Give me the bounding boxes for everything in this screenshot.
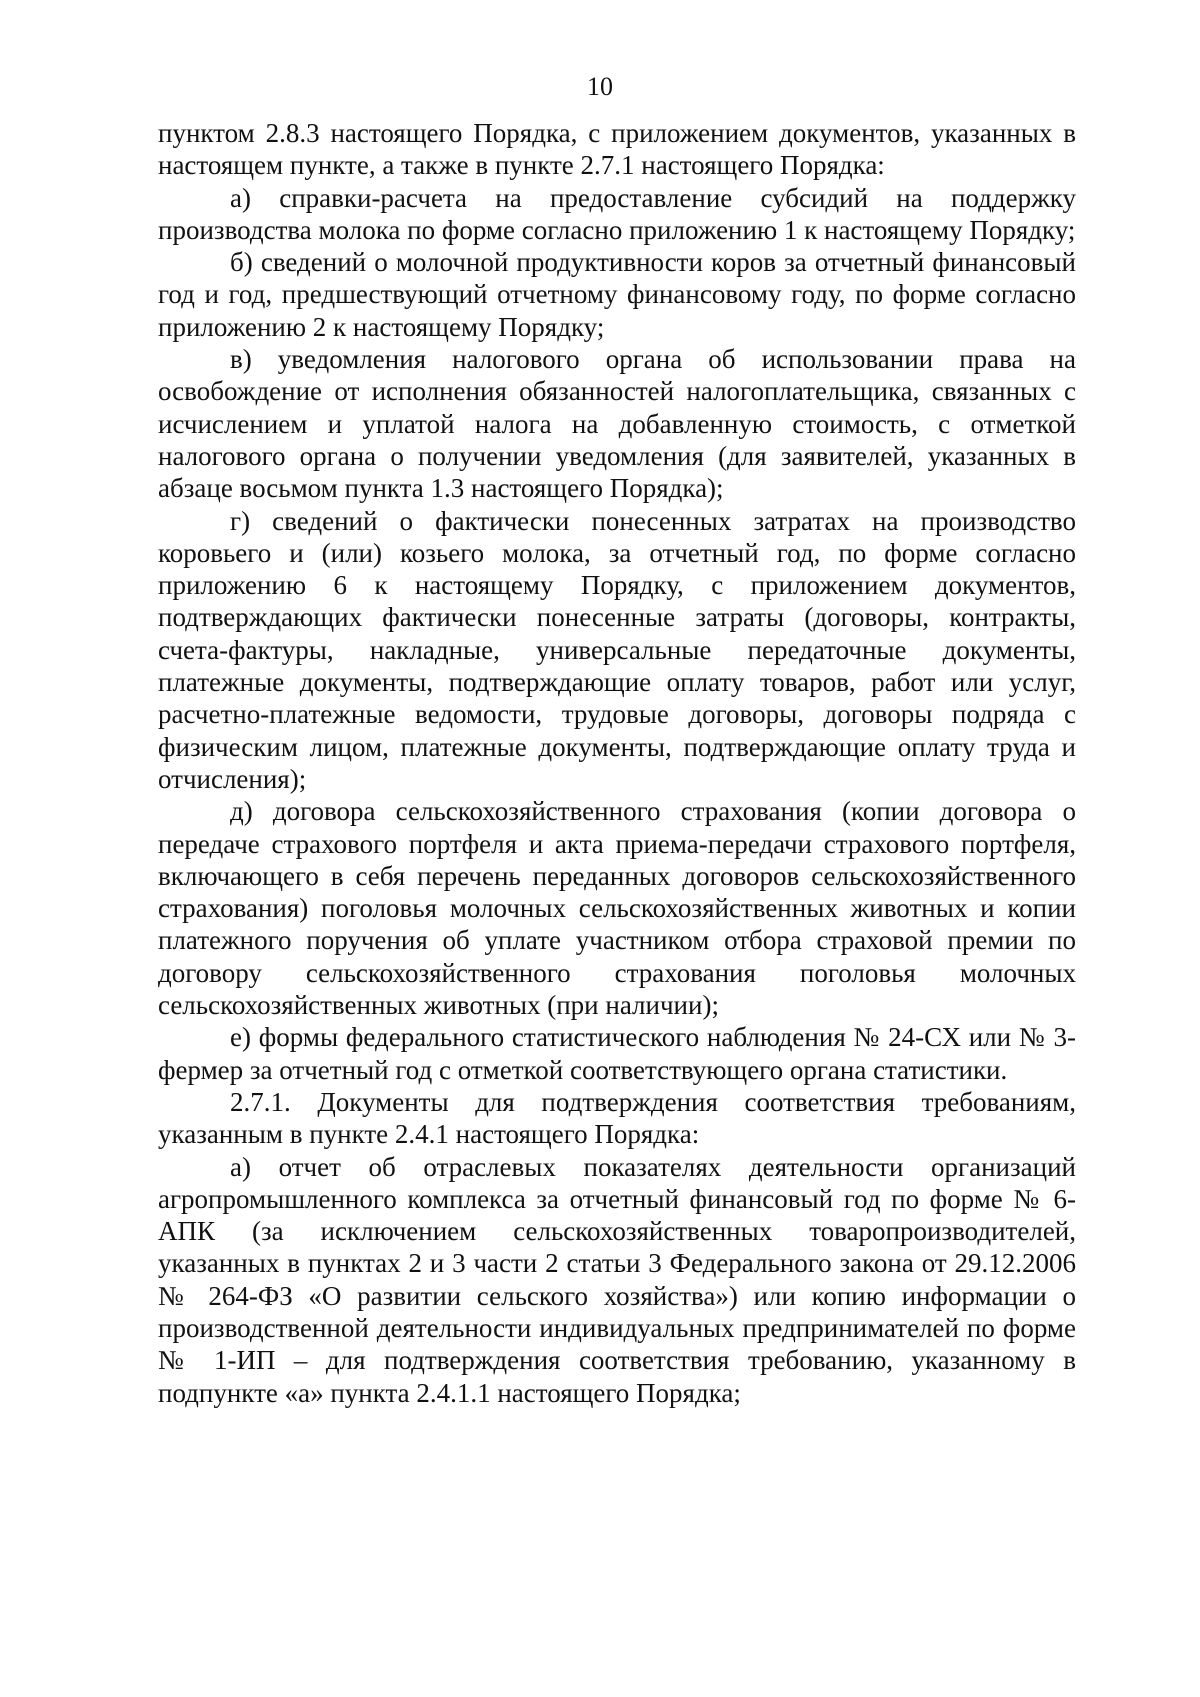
paragraph-item-e: е) формы федерального статистического наблюдения № 24-СХ или № 3-фермер за отчетный год с отметкой соответствующего органа статистики.	[158, 1022, 1076, 1085]
paragraph-section-2-7-1: 2.7.1. Документы для подтверждения соответствия требованиям, указанным в пункте 2.4.1 настоящего Порядка:	[158, 1086, 1076, 1150]
paragraph-section-item-a: а) отчет об отраслевых показателях деятельности организаций агропромышленного комплекса за отчетный финансовый год по форме № 6-АПК (за исключением сельскохозяйственных товаропроизводителей, указанных в пунктах 2 и 3 части 2 статьи 3 Федерального закона от 29.12.2006 № 264-ФЗ «О развитии сельского хозяйства») или копию информации о производственной деятельности индивидуальных предпринимателей по форме № 1-ИП – для подтверждения соответствия требованию, указанному в подпункте «а» пункта 2.4.1.1 настоящего Порядка;	[158, 1151, 1076, 1408]
paragraph-item-v: в) уведомления налогового органа об использовании права на освобождение от исполнения обязанностей налогоплательщика, связанных с исчислением и уплатой налога на добавленную стоимость, с отметкой налогового органа о получении уведомления (для заявителей, указанных в абзаце восьмом пункта 1.3 настоящего Порядка);	[158, 344, 1076, 504]
page-number: 10	[587, 72, 613, 101]
paragraph-item-b: б) сведений о молочной продуктивности коров за отчетный финансовый год и год, предшествующий отчетному финансовому году, по форме согласно приложению 2 к настоящему Порядку;	[158, 247, 1076, 342]
paragraph-item-g: г) сведений о фактически понесенных затратах на производство коровьего и (или) козьего молока, за отчетный год, по форме согласно приложению 6 к настоящему Порядку, с приложением документов, подтверждающих фактически понесенные затраты (договоры, контракты, счета-фактуры, накладные, универсальные передаточные документы, платежные документы, подтверждающие оплату товаров, работ или услуг, расчетно-платежные ведомости, трудовые договоры, договоры подряда с физическим лицом, платежные документы, подтверждающие оплату труда и отчисления);	[158, 505, 1076, 794]
paragraph-item-d: д) договора сельскохозяйственного страхования (копии договора о передаче страхового портфеля и акта приема-передачи страхового портфеля, включающего в себя перечень переданных договоров сельскохозяйственного страхования) поголовья молочных сельскохозяйственных животных и копии платежного поручения об уплате участником отбора страховой премии по договору сельскохозяйственного страхования поголовья молочных сельскохозяйственных животных (при наличии);	[158, 796, 1076, 1021]
paragraph-item-a: а) справки-расчета на предоставление субсидий на поддержку производства молока по форме согласно приложению 1 к настоящему Порядку;	[158, 182, 1076, 245]
document-body	[158, 117, 1076, 1409]
paragraph: пунктом 2.8.3 настоящего Порядка, с приложением документов, указанных в настоящем пункте, а также в пункте 2.7.1 настоящего Порядка:	[158, 118, 1076, 181]
